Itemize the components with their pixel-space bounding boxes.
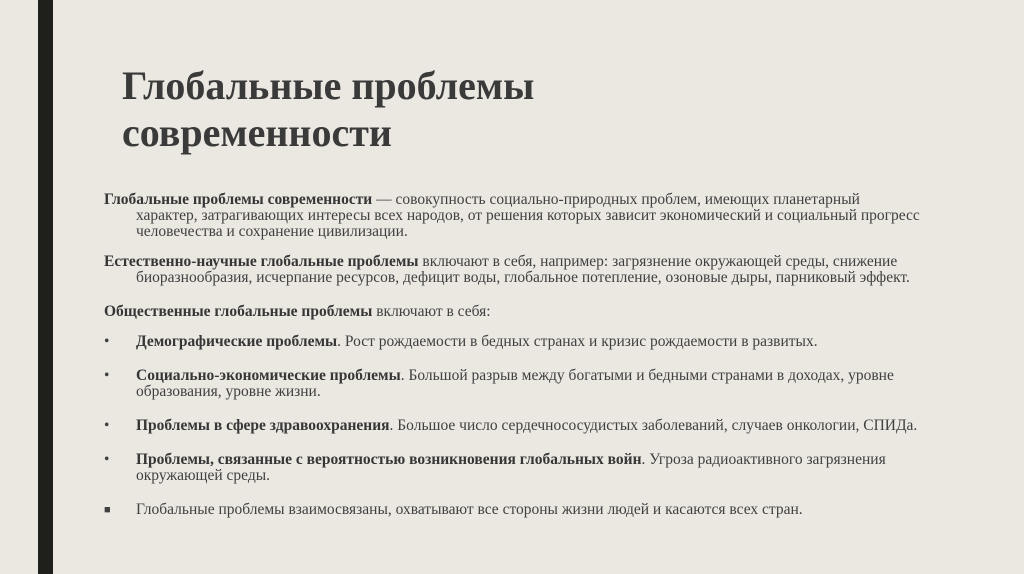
- list-item-term: Проблемы, связанные с вероятностью возникновения глобальных войн: [136, 451, 642, 468]
- social-problems-paragraph: [104, 304, 924, 320]
- list-item-term: Демографические проблемы: [136, 333, 338, 350]
- definition-text: — совокупность социально-природных проблем, имеющих планетарный характер, затрагивающих интересы всех народов, от решения которых зависит экономический и социальный прогресс человечества и сохранение цивилизации.: [136, 191, 920, 240]
- list-item-text: . Угроза радиоактивного загрязнения окружающей среды.: [136, 451, 886, 484]
- list-item-text: . Рост рождаемости в бедных странах и кризис рождаемости в развитых.: [337, 333, 818, 350]
- social-problems-term: Общественные глобальные проблемы: [104, 303, 373, 320]
- summary-text: Глобальные проблемы взаимосвязаны, охватывают все стороны жизни людей и касаются всех стран.: [136, 501, 803, 518]
- bullet-icon: •: [104, 367, 110, 384]
- natural-problems-text: включают в себя, например: загрязнение окружающей среды, снижение биоразнообразия, исчерпание ресурсов, дефицит воды, глобальное потепление, озоновые дыры, парниковый эффект.: [136, 253, 910, 286]
- natural-problems-paragraph: [104, 254, 924, 286]
- accent-bar: [38, 0, 53, 574]
- square-bullet-icon: ■: [104, 504, 111, 516]
- list-item-term: Социально-экономические проблемы: [136, 367, 401, 384]
- problems-list: [104, 334, 924, 518]
- bullet-icon: •: [104, 451, 110, 468]
- list-item-text: . Большой разрыв между богатыми и бедными странами в доходах, уровне образования, уровне жизни.: [136, 367, 894, 400]
- list-item-text: . Большое число сердечнососудистых заболеваний, случаев онкологии, СПИДа.: [389, 417, 918, 434]
- list-item-wars: [104, 452, 924, 484]
- natural-problems-term: Естественно-научные глобальные проблемы: [104, 253, 419, 270]
- list-item-healthcare: [104, 418, 924, 434]
- slide-title: Глобальные проблемы современности: [122, 63, 535, 155]
- slide-body: [104, 192, 924, 518]
- list-item-summary: [104, 502, 924, 518]
- list-item-term: Проблемы в сфере здравоохранения: [136, 417, 390, 434]
- bullet-icon: •: [104, 333, 110, 350]
- social-problems-text: включают в себя:: [372, 303, 491, 320]
- definition-term: Глобальные проблемы современности: [104, 191, 373, 208]
- list-item-demographic: [104, 334, 924, 350]
- bullet-icon: •: [104, 417, 110, 434]
- list-item-socioeconomic: [104, 368, 924, 400]
- definition-paragraph: [104, 192, 924, 240]
